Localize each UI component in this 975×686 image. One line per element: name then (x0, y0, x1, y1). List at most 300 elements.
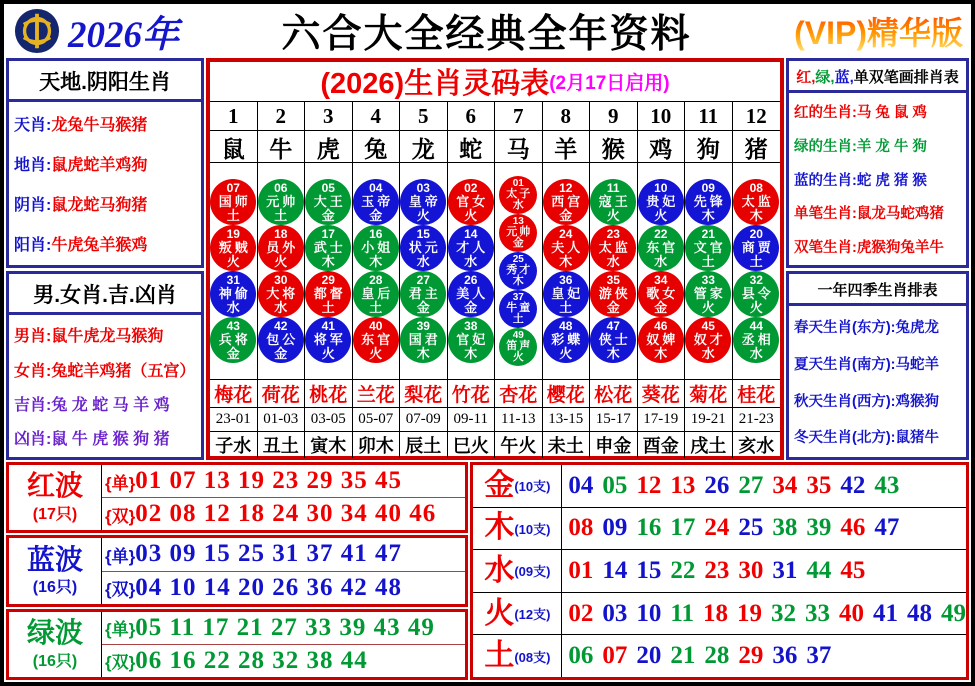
wave-name: 绿波 (26, 617, 83, 649)
earthly-branch: 丑土 (258, 432, 306, 458)
ball-element: 金 (416, 300, 430, 315)
zodiac-sign: 鸡 (638, 131, 686, 164)
element-number: 48 (907, 599, 932, 627)
ball-number: 12 (559, 181, 573, 195)
ball-number: 32 (749, 273, 763, 287)
odd-tag: {单} (105, 473, 136, 493)
table-title (210, 62, 780, 102)
attr-value: 虎猴狗兔羊牛 (856, 240, 944, 257)
ball-title: 将军 (313, 332, 346, 347)
flower-name: 杏花 (495, 380, 543, 407)
ball-number: 34 (654, 273, 668, 287)
ball-title: 皇后 (361, 286, 394, 301)
ball-element: 木 (701, 208, 715, 223)
time-range: 13-15 (543, 408, 591, 431)
number-ball (685, 225, 731, 271)
ball-title: 国君 (408, 332, 441, 347)
attr-value: 鼠龙马蛇鸡猪 (856, 206, 944, 223)
element-label (473, 465, 562, 507)
ball-number: 43 (226, 319, 240, 333)
ball-title: 夫人 (551, 240, 584, 255)
element-row (473, 550, 966, 593)
ball-element: 火 (701, 300, 715, 315)
ball-number: 20 (749, 227, 763, 241)
number-ball (733, 271, 779, 317)
circle-column (210, 163, 258, 379)
number-ball (590, 317, 636, 363)
ball-element: 木 (321, 254, 335, 269)
earthly-branch: 戌土 (685, 432, 733, 458)
wave-even-row (102, 572, 465, 604)
title-segment: 红, (796, 69, 816, 86)
even-tag: {双} (105, 580, 136, 600)
attr-value: 兔蛇羊鸡猪（五宫） (51, 362, 196, 380)
ball-element: 火 (654, 208, 668, 223)
element-name: 土 (484, 639, 515, 673)
attr-label: 女肖: (14, 362, 52, 380)
number-ball (305, 179, 351, 225)
ball-element: 金 (654, 300, 668, 315)
attr-label: 冬天生肖(北方): (794, 430, 896, 447)
ball-element: 水 (464, 254, 478, 269)
ball-element: 水 (701, 346, 715, 361)
element-name: 木 (484, 511, 515, 545)
wave-rows (102, 538, 465, 603)
ball-number: 14 (464, 227, 478, 241)
odd-numbers: 05 11 17 21 27 33 39 43 49 (135, 613, 435, 641)
attr-label: 蓝的生肖: (794, 172, 857, 189)
number-ball (499, 328, 537, 366)
ball-title: 小姐 (361, 240, 394, 255)
ball-title: 叛贼 (218, 240, 251, 255)
wave-rows (102, 465, 465, 530)
ball-title: 元帅 (266, 194, 299, 209)
element-name: 金 (484, 468, 515, 502)
seasons-rows (789, 306, 966, 457)
wave-odd-row (102, 465, 465, 498)
ball-element: 火 (512, 351, 524, 363)
ball-title: 游侠 (598, 286, 631, 301)
number-ball (448, 317, 494, 363)
element-row (473, 508, 966, 551)
ball-title: 彩蝶 (551, 332, 584, 347)
number-ball (400, 271, 446, 317)
ball-element: 火 (369, 346, 383, 361)
element-numbers (562, 550, 966, 592)
col-number: 12 (745, 103, 767, 128)
wave-name: 蓝波 (26, 543, 83, 575)
ball-title: 大将 (266, 286, 299, 301)
ball-number: 37 (512, 292, 524, 303)
gender-luck-row (14, 392, 196, 415)
element-number: 24 (704, 514, 730, 542)
ball-title: 皇妃 (551, 286, 584, 301)
odd-numbers: 03 09 15 25 31 37 41 47 (135, 540, 402, 568)
gender-luck-row (14, 358, 196, 381)
zodiac-sign: 牛 (258, 131, 306, 164)
earthly-branch: 卯木 (353, 432, 401, 458)
color-stroke-box (786, 58, 969, 268)
ball-number: 11 (606, 181, 620, 195)
zodiac-attr-row (14, 192, 196, 215)
ball-number: 30 (274, 273, 288, 287)
ball-element: 木 (749, 208, 763, 223)
wave-odd-row (102, 612, 465, 645)
number-ball (448, 271, 494, 317)
ball-number: 01 (512, 178, 524, 189)
zodiac-sign: 兔 (353, 131, 401, 164)
number-ball (400, 317, 446, 363)
ball-title: 丞相 (741, 332, 774, 347)
circle-column (258, 163, 306, 379)
element-count: (12支) (514, 607, 551, 623)
number-ball (353, 179, 399, 225)
col-number: 9 (590, 102, 638, 130)
element-number: 37 (806, 642, 832, 670)
attr-value: 马 兔 鼠 鸡 (856, 105, 927, 122)
number-ball (499, 252, 537, 290)
ball-title: 玉帝 (361, 194, 394, 209)
ball-element: 水 (226, 300, 240, 315)
ball-number: 16 (369, 227, 383, 241)
element-number: 11 (670, 599, 694, 627)
ball-element: 水 (274, 300, 288, 315)
number-ball (258, 317, 304, 363)
ball-number: 02 (464, 181, 478, 195)
ball-element: 木 (416, 346, 430, 361)
ball-number: 31 (226, 273, 240, 287)
wave-group (6, 535, 468, 606)
attr-label: 夏天生肖(南方): (794, 356, 896, 373)
mt-circle-row (210, 163, 780, 380)
attr-value: 牛虎兔羊猴鸡 (51, 237, 148, 254)
attr-value: 羊 龙 牛 狗 (856, 139, 927, 156)
number-ball (210, 271, 256, 317)
element-label (473, 508, 562, 550)
time-range: 07-09 (400, 408, 448, 431)
col-number: 10 (638, 102, 686, 130)
element-number: 14 (602, 556, 628, 584)
time-range: 03-05 (305, 408, 353, 431)
ball-title: 员外 (266, 240, 299, 255)
season-row (794, 353, 961, 374)
ball-number: 28 (369, 273, 383, 287)
ball-title: 奴才 (693, 332, 726, 347)
element-number: 06 (568, 642, 594, 670)
ball-element: 水 (654, 254, 668, 269)
ball-element: 金 (559, 208, 573, 223)
ball-element: 金 (274, 346, 288, 361)
sky-earth-title: 天地.阴阳生肖 (9, 61, 201, 102)
element-label (473, 593, 562, 635)
element-number: 05 (602, 471, 628, 499)
ball-title: 兵将 (218, 332, 251, 347)
color-stroke-row (794, 202, 961, 223)
circle-column (305, 163, 353, 379)
ball-title: 东官 (646, 240, 679, 255)
element-number: 09 (602, 514, 628, 542)
number-ball (400, 225, 446, 271)
element-label (473, 635, 562, 677)
element-number: 10 (636, 599, 662, 627)
color-stroke-row (794, 236, 961, 257)
element-number: 38 (772, 514, 798, 542)
element-count: (10支) (514, 521, 551, 537)
element-number: 47 (874, 514, 900, 542)
attr-label: 阴肖: (14, 197, 52, 215)
element-numbers (562, 593, 966, 635)
number-ball (543, 179, 589, 225)
color-stroke-row (794, 101, 961, 122)
zodiac-sign: 羊 (543, 131, 591, 164)
ball-element: 金 (512, 237, 524, 249)
number-ball (400, 179, 446, 225)
wave-rows (102, 612, 465, 677)
attr-label: 地肖: (14, 157, 52, 175)
ball-number: 07 (226, 181, 240, 195)
number-ball (733, 317, 779, 363)
earthly-branch: 午火 (495, 432, 543, 458)
circle-column (685, 163, 733, 379)
attr-value: 鼠牛虎龙马猴狗 (51, 328, 164, 346)
ball-title: 太监 (598, 240, 631, 255)
element-number: 33 (805, 599, 830, 627)
element-number: 17 (670, 514, 696, 542)
element-number: 26 (704, 471, 730, 499)
element-number: 19 (737, 599, 762, 627)
year-label: 2026年 (68, 15, 179, 56)
ball-title: 包公 (266, 332, 299, 347)
ball-element: 金 (226, 346, 240, 361)
even-tag: {双} (105, 506, 136, 526)
odd-tag: {单} (105, 546, 136, 566)
table-title-sub: (2月17日启用) (549, 73, 670, 94)
male-female-box (6, 271, 204, 460)
ball-number: 41 (321, 319, 335, 333)
zodiac-sign: 虎 (305, 131, 353, 164)
number-ball (638, 225, 684, 271)
ball-title: 太监 (741, 194, 774, 209)
ball-title: 君主 (408, 286, 441, 301)
waves-box (6, 462, 468, 680)
ball-title: 寇王 (598, 194, 631, 209)
ball-element: 水 (749, 346, 763, 361)
element-count: (08支) (514, 649, 551, 665)
ball-number: 49 (512, 330, 524, 341)
attr-label: 红的生肖: (794, 105, 857, 122)
mt-time-row (210, 408, 780, 432)
ball-title: 牛童 (506, 302, 533, 314)
number-ball (685, 317, 731, 363)
ball-element: 木 (654, 346, 668, 361)
mt-flower-row (210, 380, 780, 408)
element-number: 35 (806, 471, 832, 499)
zodiac-sign: 狗 (685, 131, 733, 164)
male-female-title: 男.女肖.吉.凶肖 (9, 274, 201, 315)
ball-number: 39 (416, 319, 430, 333)
ball-title: 西宫 (551, 194, 584, 209)
ball-title: 笛声 (506, 340, 533, 352)
ball-element: 土 (226, 208, 240, 223)
col-number: 11 (685, 102, 733, 130)
element-name: 火 (484, 596, 515, 630)
ball-element: 火 (749, 300, 763, 315)
time-range: 19-21 (685, 408, 733, 431)
number-ball (543, 317, 589, 363)
ball-number: 47 (606, 319, 620, 333)
ball-title: 神偷 (218, 286, 251, 301)
zodiac-attr-row (14, 112, 196, 135)
even-numbers: 02 08 12 18 24 30 34 40 46 (135, 500, 437, 528)
element-number: 12 (636, 471, 662, 499)
ball-number: 46 (654, 319, 668, 333)
wave-count: (17只) (32, 505, 78, 523)
ball-number: 21 (701, 227, 715, 241)
mt-zodiac-row (210, 131, 780, 163)
ball-element: 水 (416, 254, 430, 269)
time-range: 21-23 (738, 411, 774, 427)
element-number: 29 (738, 642, 764, 670)
ball-element: 木 (559, 254, 573, 269)
element-number: 16 (636, 514, 662, 542)
element-number: 01 (568, 556, 594, 584)
ball-element: 木 (512, 275, 524, 287)
element-number: 22 (670, 556, 696, 584)
ball-title: 秀才 (506, 264, 533, 276)
attr-value: 鼠龙蛇马狗猪 (51, 197, 148, 215)
seasons-box (786, 271, 969, 460)
number-ball (499, 214, 537, 252)
ball-element: 火 (606, 208, 620, 223)
even-tag: {双} (105, 653, 136, 673)
ball-title: 管家 (693, 286, 726, 301)
earthly-branch: 寅木 (305, 432, 353, 458)
number-ball (258, 179, 304, 225)
ball-title: 状元 (408, 240, 441, 255)
ball-title: 皇帝 (408, 194, 441, 209)
element-number: 39 (806, 514, 832, 542)
page-title: 六合大全经典全年资料 (281, 13, 692, 56)
season-row (794, 316, 961, 337)
element-number: 31 (772, 556, 798, 584)
ball-number: 18 (274, 227, 288, 241)
wave-odd-row (102, 538, 465, 571)
element-name: 水 (484, 553, 515, 587)
number-ball (590, 179, 636, 225)
attr-label: 单笔生肖: (794, 206, 857, 223)
zodiac-sign: 马 (495, 131, 543, 164)
element-number: 21 (670, 642, 696, 670)
ball-title: 美人 (456, 286, 489, 301)
zodiac-attr-row (14, 152, 196, 175)
zodiac-attr-row (14, 232, 196, 255)
coin-emblem-icon (14, 8, 60, 54)
ball-number: 04 (369, 181, 383, 195)
ball-number: 19 (226, 227, 240, 241)
even-numbers: 06 16 22 28 32 38 44 (135, 646, 368, 674)
ball-number: 44 (749, 319, 763, 333)
element-number: 13 (670, 471, 696, 499)
ball-number: 36 (559, 273, 573, 287)
col-number: 5 (400, 102, 448, 130)
wave-label (9, 465, 102, 530)
number-ball (685, 271, 731, 317)
left-sidebar (6, 58, 204, 460)
ball-number: 48 (559, 319, 573, 333)
ball-title: 贵妃 (646, 194, 679, 209)
ball-element: 金 (321, 208, 335, 223)
ball-element: 金 (369, 208, 383, 223)
ball-number: 25 (512, 254, 524, 265)
ball-number: 45 (701, 319, 715, 333)
zodiac-sign: 猪 (744, 136, 768, 162)
number-ball (258, 271, 304, 317)
ball-title: 奴婢 (646, 332, 679, 347)
title-segment: 蓝, (834, 69, 854, 86)
vip-badge: (VIP)精华版 (794, 8, 963, 54)
ball-element: 火 (321, 346, 335, 361)
attr-label: 天肖: (14, 117, 52, 135)
attr-label: 男肖: (14, 328, 52, 346)
element-numbers (562, 635, 966, 677)
ball-element: 火 (416, 208, 430, 223)
number-ball (638, 317, 684, 363)
table-title-main: (2026)生肖灵码表 (320, 68, 550, 100)
attr-label: 秋天生肖(西方): (794, 393, 896, 410)
ball-title: 武士 (313, 240, 346, 255)
attr-label: 双笔生肖: (794, 240, 857, 257)
mt-branch-row (210, 432, 780, 456)
ball-number: 38 (464, 319, 478, 333)
wave-label (9, 538, 102, 603)
mt-num-row (210, 102, 780, 131)
zodiac-sign: 鼠 (210, 131, 258, 164)
ball-element: 土 (369, 300, 383, 315)
ball-number: 03 (416, 181, 430, 195)
wave-group (6, 609, 468, 680)
flower-name: 松花 (590, 380, 638, 407)
element-number: 18 (703, 599, 728, 627)
time-range: 09-11 (448, 408, 496, 431)
ball-title: 元帅 (506, 226, 533, 238)
circle-column (638, 163, 686, 379)
flower-name: 兰花 (353, 380, 401, 407)
zodiac-sign: 猴 (590, 131, 638, 164)
col-number: 8 (543, 102, 591, 130)
time-range: 05-07 (353, 408, 401, 431)
wave-count: (16只) (32, 652, 78, 670)
circle-column (353, 163, 401, 379)
attr-label: 凶肖: (14, 431, 52, 449)
header (4, 4, 971, 58)
ball-number: 06 (274, 181, 288, 195)
element-number: 23 (704, 556, 730, 584)
element-number: 02 (568, 599, 594, 627)
even-numbers: 04 10 14 20 26 36 42 48 (135, 573, 402, 601)
ball-element: 木 (606, 346, 620, 361)
element-number: 04 (568, 471, 594, 499)
number-ball (685, 179, 731, 225)
earthly-branch: 酉金 (638, 432, 686, 458)
seasons-title: 一年四季生肖排表 (789, 274, 966, 306)
ball-number: 09 (701, 181, 715, 195)
element-number: 46 (840, 514, 866, 542)
number-ball (305, 317, 351, 363)
attr-value: 兔 龙 蛇 马 羊 鸡 (51, 396, 170, 414)
number-ball (258, 225, 304, 271)
ball-element: 火 (226, 254, 240, 269)
element-number: 15 (636, 556, 662, 584)
